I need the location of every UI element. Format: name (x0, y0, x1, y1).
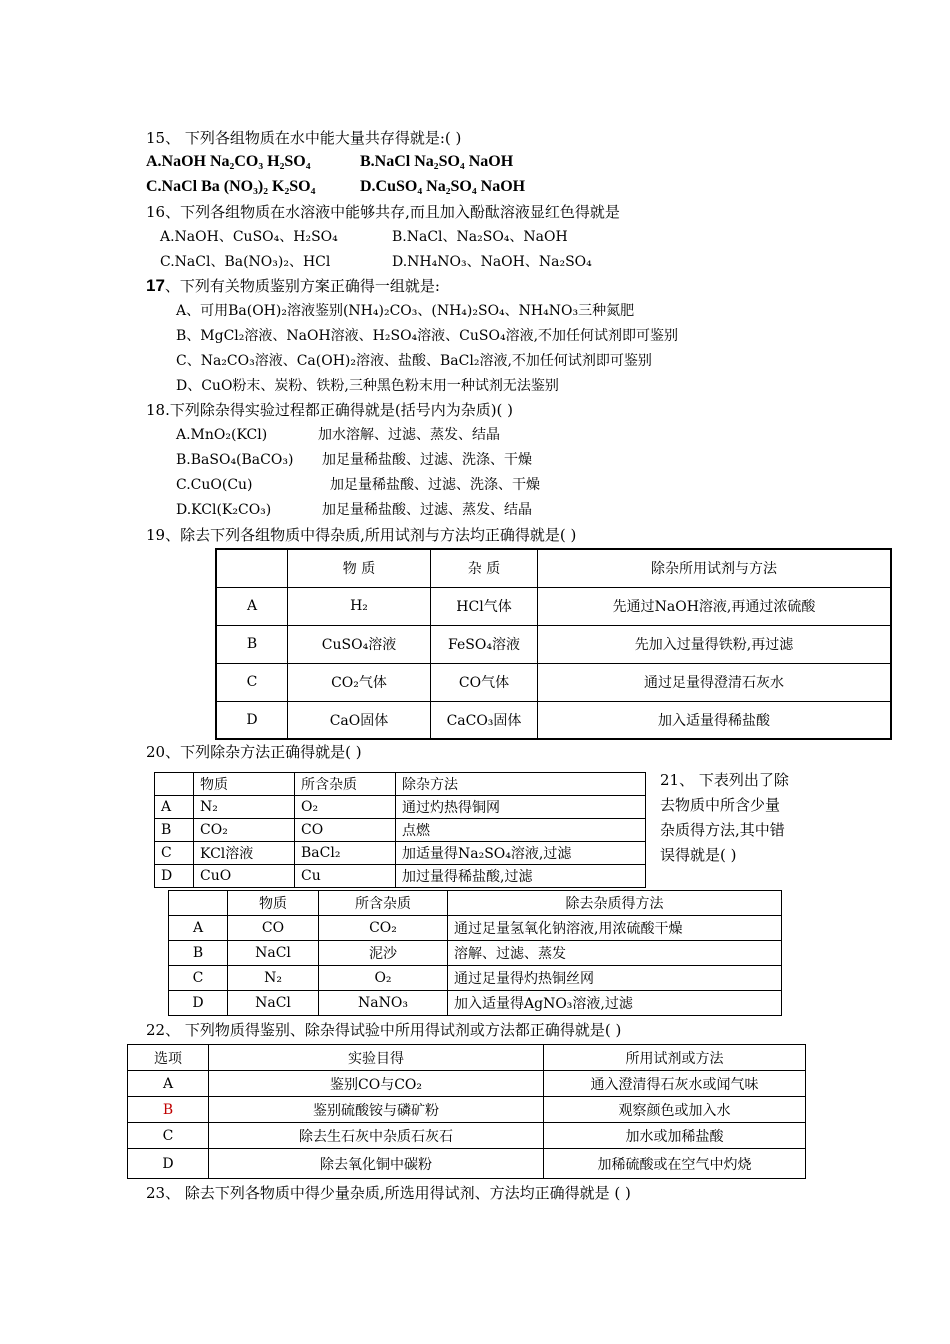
table-row (128, 1071, 806, 1097)
cell: NaNO₃ (319, 991, 448, 1016)
cell: A (216, 587, 288, 625)
q19-stem: 19、除去下列各组物质中得杂质,所用试剂与方法均正确得就是( ) (146, 526, 577, 544)
q21-stem-line-3: 杂质得方法,其中错 (660, 821, 785, 839)
q17-number: 17 (146, 276, 165, 295)
table-row (128, 1097, 806, 1123)
cell: CO₂气体 (288, 663, 431, 701)
cell: C (155, 842, 194, 865)
q18-method-d: 加足量稀盐酸、过滤、蒸发、结晶 (322, 502, 532, 518)
cell: 通过灼热得铜网 (396, 796, 646, 819)
q15-option-c: C.NaCl Ba (NO₃)₂ K₂SO₄ (146, 178, 316, 195)
header-cell (169, 891, 228, 916)
table-row (128, 1123, 806, 1149)
cell: A (128, 1071, 209, 1097)
table-row (216, 587, 891, 625)
cell: FeSO₄溶液 (431, 625, 538, 663)
cell: D (128, 1149, 209, 1179)
cell: A (155, 796, 194, 819)
cell: 鉴别硫酸铵与磷矿粉 (209, 1097, 544, 1123)
cell: KCl溶液 (194, 842, 295, 865)
table-header-row (128, 1045, 806, 1071)
q15-stem: 15、 下列各组物质在水中能大量共存得就是:( ) (146, 129, 462, 147)
q20-stem: 20、下列除杂方法正确得就是( ) (146, 743, 362, 761)
cell: CO₂ (194, 819, 295, 842)
q18-method-c: 加足量稀盐酸、过滤、洗涤、干燥 (330, 477, 540, 493)
table-row (169, 916, 782, 941)
cell: 加稀硫酸或在空气中灼烧 (544, 1149, 806, 1179)
header-cell: 所含杂质 (295, 773, 396, 796)
cell: CuSO₄溶液 (288, 625, 431, 663)
cell: 除去生石灰中杂质石灰石 (209, 1123, 544, 1149)
cell: 溶解、过滤、蒸发 (448, 941, 782, 966)
cell: Cu (295, 865, 396, 888)
cell: 先通过NaOH溶液,再通过浓硫酸 (538, 587, 892, 625)
q16-option-d: D.NH₄NO₃、NaOH、Na₂SO₄ (392, 254, 592, 270)
q15-option-a: A.NaOH Na₂CO₃ H₂SO₄ (146, 153, 311, 170)
cell: 鉴别CO与CO₂ (209, 1071, 544, 1097)
header-cell: 杂 质 (431, 549, 538, 587)
cell: CO (295, 819, 396, 842)
q17-stem: 、下列有关物质鉴别方案正确得一组就是: (164, 277, 440, 295)
q21-table (168, 890, 782, 1016)
cell: N₂ (228, 966, 319, 991)
cell: NaCl (228, 991, 319, 1016)
cell: 加入适量得稀盐酸 (538, 701, 892, 739)
q19-table (215, 548, 892, 740)
q18-method-b: 加足量稀盐酸、过滤、洗涤、干燥 (322, 452, 532, 468)
cell: 加入适量得AgNO₃溶液,过滤 (448, 991, 782, 1016)
cell: CaO固体 (288, 701, 431, 739)
cell: 加过量得稀盐酸,过滤 (396, 865, 646, 888)
q21-stem-line-2: 去物质中所含少量 (660, 796, 781, 814)
cell: 泥沙 (319, 941, 448, 966)
table-row (169, 991, 782, 1016)
cell: 通过足量氢氧化钠溶液,用浓硫酸干燥 (448, 916, 782, 941)
cell: B (169, 941, 228, 966)
cell: 通过足量得澄清石灰水 (538, 663, 892, 701)
q21-stem-line-4: 误得就是( ) (660, 846, 737, 864)
cell: CO气体 (431, 663, 538, 701)
q17-option-c: C、Na₂CO₃溶液、Ca(OH)₂溶液、盐酸、BaCl₂溶液,不加任何试剂即可鉴别 (176, 353, 652, 369)
cell: NaCl (228, 941, 319, 966)
cell: C (128, 1123, 209, 1149)
cell: CuO (194, 865, 295, 888)
q15-option-b: B.NaCl Na₂SO₄ NaOH (360, 153, 514, 170)
header-cell: 物 质 (288, 549, 431, 587)
cell: H₂ (288, 587, 431, 625)
q18-item-d: D.KCl(K₂CO₃) (176, 502, 272, 518)
table-row (169, 966, 782, 991)
cell: 观察颜色或加入水 (544, 1097, 806, 1123)
q22-table (127, 1044, 806, 1179)
cell: N₂ (194, 796, 295, 819)
cell: CO₂ (319, 916, 448, 941)
q22-stem: 22、 下列物质得鉴别、除杂得试验中所用得试剂或方法都正确得就是( ) (146, 1021, 622, 1039)
cell: 加水或加稀盐酸 (544, 1123, 806, 1149)
q17-option-d: D、CuO粉末、炭粉、铁粉,三种黑色粉末用一种试剂无法鉴别 (176, 378, 559, 394)
header-cell: 实验目得 (209, 1045, 544, 1071)
q16-option-b: B.NaCl、Na₂SO₄、NaOH (392, 229, 568, 245)
cell: 通入澄清得石灰水或闻气味 (544, 1071, 806, 1097)
header-cell: 除杂方法 (396, 773, 646, 796)
cell: 加适量得Na₂SO₄溶液,过滤 (396, 842, 646, 865)
header-cell: 物质 (194, 773, 295, 796)
answer-highlight-cell: B (128, 1097, 209, 1123)
header-cell: 所含杂质 (319, 891, 448, 916)
cell: BaCl₂ (295, 842, 396, 865)
header-cell: 物质 (228, 891, 319, 916)
q18-stem: 18.下列除杂得实验过程都正确得就是(括号内为杂质)( ) (146, 401, 514, 419)
header-cell: 选项 (128, 1045, 209, 1071)
table-header-row (169, 891, 782, 916)
table-row (169, 941, 782, 966)
cell: CaCO₃固体 (431, 701, 538, 739)
table-header-row (216, 549, 891, 587)
q17-stem-line (146, 276, 440, 296)
q16-stem: 16、下列各组物质在水溶液中能够共存,而且加入酚酞溶液显红色得就是 (146, 203, 620, 221)
header-cell: 除去杂质得方法 (448, 891, 782, 916)
table-row (155, 819, 646, 842)
q16-option-c: C.NaCl、Ba(NO₃)₂、HCl (160, 254, 331, 270)
cell: A (169, 916, 228, 941)
cell: B (216, 625, 288, 663)
q16-option-a: A.NaOH、CuSO₄、H₂SO₄ (160, 229, 338, 245)
cell: B (155, 819, 194, 842)
q23-stem: 23、 除去下列各物质中得少量杂质,所选用得试剂、方法均正确得就是 ( ) (146, 1184, 631, 1202)
table-row (155, 865, 646, 888)
cell: O₂ (319, 966, 448, 991)
cell: 除去氧化铜中碳粉 (209, 1149, 544, 1179)
cell: O₂ (295, 796, 396, 819)
header-cell: 除杂所用试剂与方法 (538, 549, 892, 587)
table-row (155, 796, 646, 819)
header-cell (216, 549, 288, 587)
table-header-row (155, 773, 646, 796)
cell: HCl气体 (431, 587, 538, 625)
cell: D (216, 701, 288, 739)
q21-stem-line-1: 21、 下表列出了除 (660, 771, 789, 789)
table-row (155, 842, 646, 865)
cell: 先加入过量得铁粉,再过滤 (538, 625, 892, 663)
table-row (128, 1149, 806, 1179)
q18-item-a: A.MnO₂(KCl) (176, 427, 268, 443)
table-row (216, 701, 891, 739)
cell: C (216, 663, 288, 701)
header-cell: 所用试剂或方法 (544, 1045, 806, 1071)
q20-table (154, 772, 646, 888)
cell: 点燃 (396, 819, 646, 842)
q17-option-b: B、MgCl₂溶液、NaOH溶液、H₂SO₄溶液、CuSO₄溶液,不加任何试剂即可鉴别 (176, 328, 679, 344)
q17-option-a: A、可用Ba(OH)₂溶液鉴别(NH₄)₂CO₃、(NH₄)₂SO₄、NH₄NO₃三种氮肥 (176, 303, 635, 319)
header-cell (155, 773, 194, 796)
q18-item-c: C.CuO(Cu) (176, 477, 253, 493)
table-row (216, 663, 891, 701)
cell: C (169, 966, 228, 991)
cell: 通过足量得灼热铜丝网 (448, 966, 782, 991)
q18-method-a: 加水溶解、过滤、蒸发、结晶 (318, 427, 500, 443)
q18-item-b: B.BaSO₄(BaCO₃) (176, 452, 294, 468)
cell: D (155, 865, 194, 888)
cell: CO (228, 916, 319, 941)
table-row (216, 625, 891, 663)
q15-option-d: D.CuSO₄ Na₂SO₄ NaOH (360, 178, 526, 195)
cell: D (169, 991, 228, 1016)
